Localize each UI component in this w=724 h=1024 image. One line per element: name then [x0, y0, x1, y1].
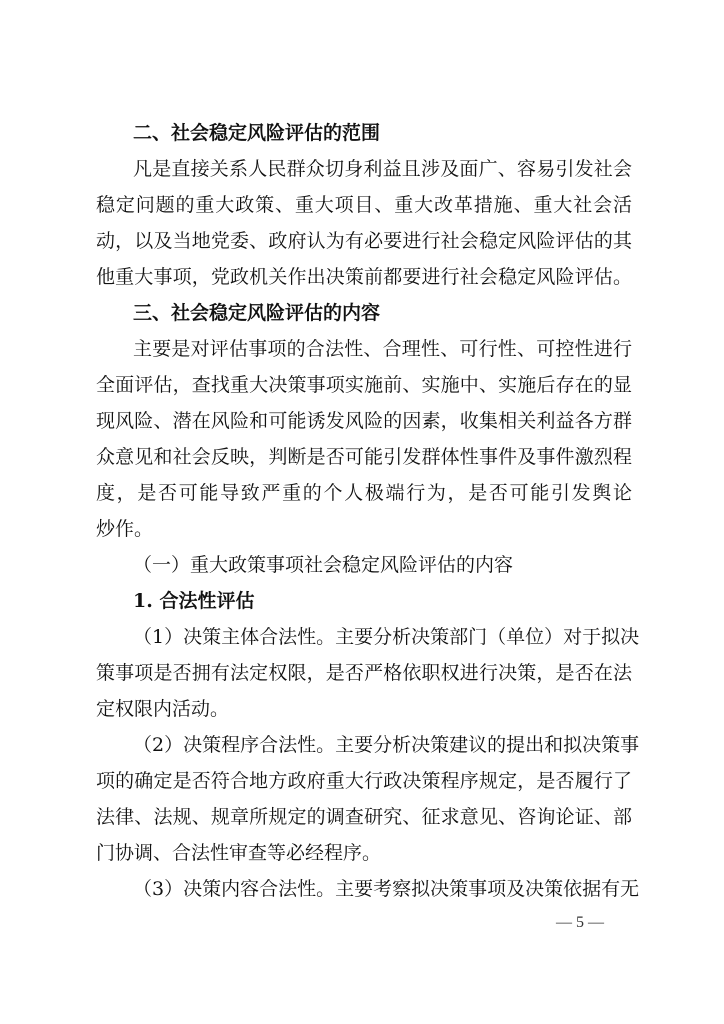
- paragraph-line: （1）决策主体合法性。主要分析决策部门（单位）对于拟决: [133, 626, 640, 648]
- paragraph-line: 定权限内活动。: [96, 698, 230, 720]
- page-number: — 5 —: [556, 914, 604, 931]
- paragraph-line: 炒作。: [96, 518, 154, 540]
- paragraph-line: 稳定问题的重大政策、重大项目、重大改革措施、重大社会活: [96, 194, 632, 216]
- section-heading-content: 三、社会稳定风险评估的内容: [133, 302, 381, 324]
- paragraph-line: 他重大事项，党政机关作出决策前都要进行社会稳定风险评估。: [96, 266, 632, 288]
- section-heading-scope: 二、社会稳定风险评估的范围: [133, 122, 381, 144]
- paragraph-line: 项的确定是否符合地方政府重大行政决策程序规定，是否履行了: [96, 770, 632, 792]
- paragraph-line: 凡是直接关系人民群众切身利益且涉及面广、容易引发社会: [133, 158, 632, 180]
- subsection-heading: （一）重大政策事项社会稳定风险评估的内容: [133, 554, 514, 576]
- paragraph-line: 门协调、合法性审查等必经程序。: [96, 842, 382, 864]
- paragraph-line: （2）决策程序合法性。主要分析决策建议的提出和拟决策事: [133, 734, 640, 756]
- paragraph-line: 动，以及当地党委、政府认为有必要进行社会稳定风险评估的其: [96, 230, 632, 252]
- paragraph-line: 现风险、潜在风险和可能诱发风险的因素，收集相关利益各方群: [96, 410, 632, 432]
- paragraph-line: 众意见和社会反映，判断是否可能引发群体性事件及事件激烈程: [96, 446, 632, 468]
- paragraph-line: （3）决策内容合法性。主要考察拟决策事项及决策依据有无: [133, 878, 640, 900]
- item-heading-legality: 1. 合法性评估: [133, 590, 255, 612]
- paragraph-line: 全面评估，查找重大决策事项实施前、实施中、实施后存在的显: [96, 374, 632, 396]
- paragraph-line: 法律、法规、规章所规定的调查研究、征求意见、咨询论证、部: [96, 806, 632, 828]
- paragraph-line: 策事项是否拥有法定权限，是否严格依职权进行决策，是否在法: [96, 662, 632, 684]
- paragraph-line: 度，是否可能导致严重的个人极端行为，是否可能引发舆论: [96, 482, 632, 504]
- paragraph-line: 主要是对评估事项的合法性、合理性、可行性、可控性进行: [133, 338, 632, 360]
